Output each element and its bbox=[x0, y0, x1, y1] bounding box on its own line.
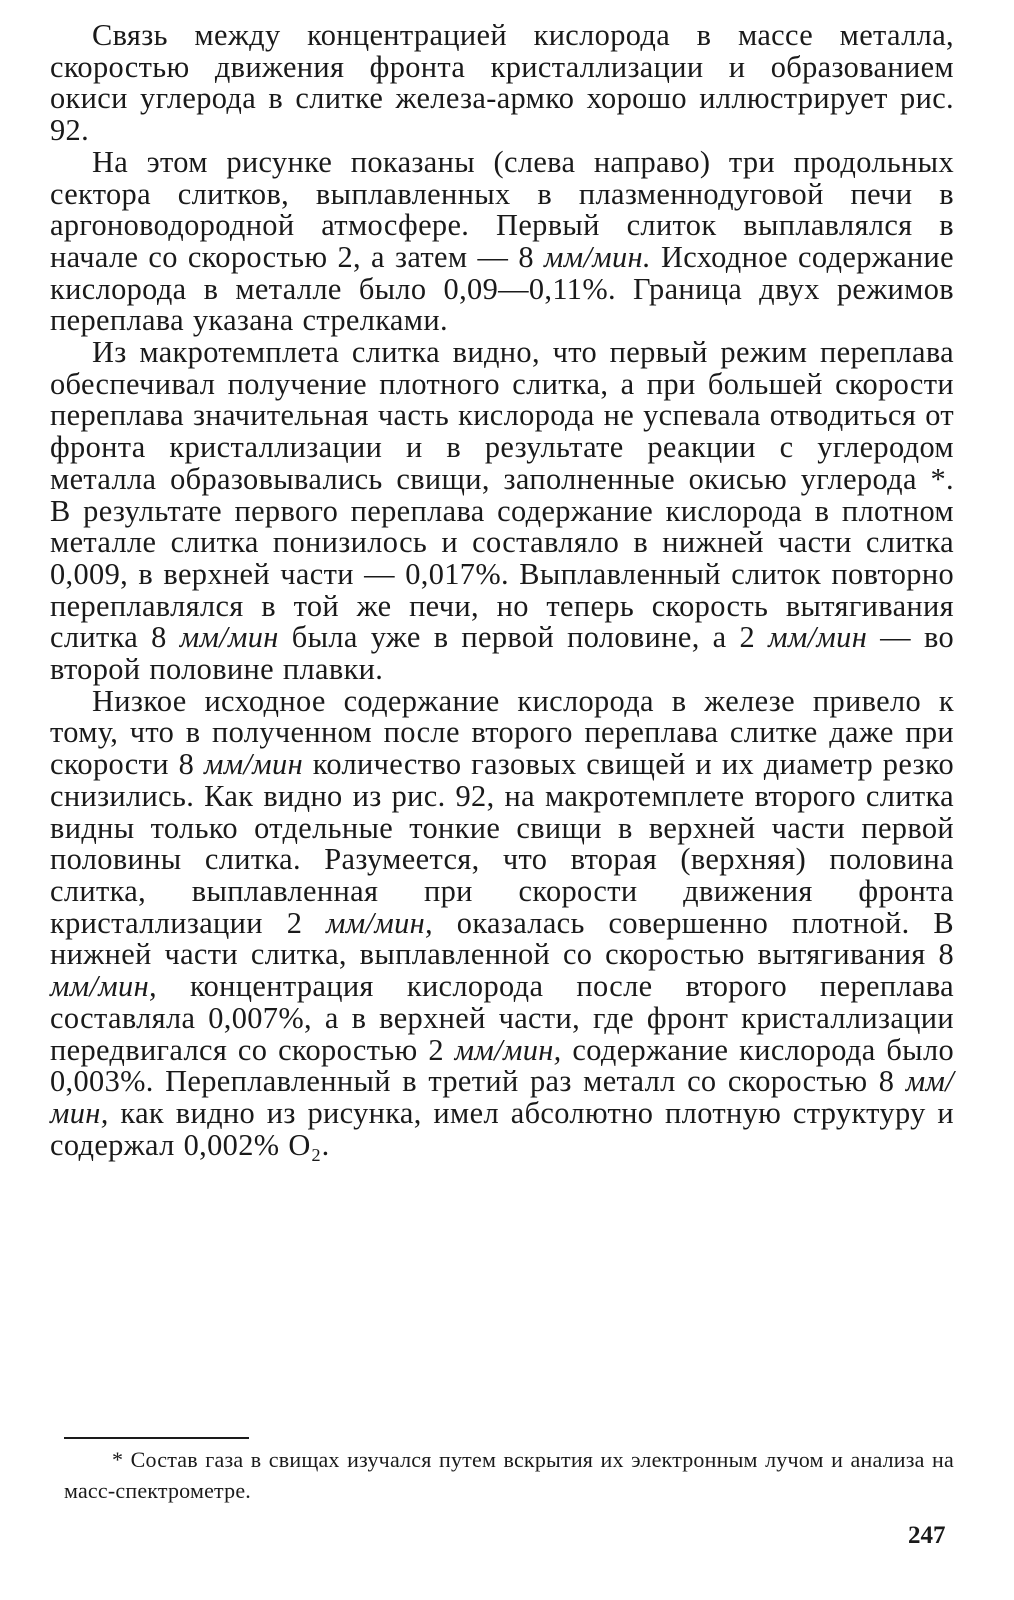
paragraph-1 bbox=[50, 20, 954, 147]
body-text bbox=[50, 20, 954, 1161]
paragraph-3 bbox=[50, 337, 954, 686]
paragraph-3-text: — во второй половине плавки. bbox=[50, 620, 954, 687]
paragraph-4-text: как видно из рисунка, имел абсолютно плотную структуру и содержал 0,002% O₂. bbox=[50, 1095, 954, 1162]
paragraph-4-unit: мм/мин, bbox=[326, 905, 433, 940]
paragraph-3-text: была уже в первой половине, а 2 bbox=[278, 620, 769, 655]
footnote: * Состав газа в свищах изучался путем вскрытия их электронным лучом и анализа на масс-спектрометре. bbox=[64, 1447, 954, 1503]
paragraph-2-unit: мм/мин. bbox=[543, 239, 651, 274]
paragraph-4-text: Низкое исходное содержание кислорода в железе привело к тому, что в полученном после второго переплава слитке даже при скорости 8 bbox=[50, 683, 954, 782]
paragraph-4-text: содержание кислорода было 0,003%. Переплавленный в третий раз металл со скоростью 8 bbox=[50, 1032, 954, 1099]
paragraph-3-text: Из макротемплета слитка видно, что первый режим переплава обеспечивал получение плотного слитка, а при большей скорости переплава значительная часть кислорода не успевала отводиться от фронта кристаллизации и в результате реакции с углеродом металла образовывались свищи, заполненные окисью углерода *. В результате первого переплава содержание кислорода в плотном металле слитка понизилось и составляло в нижней части слитка 0,009, в верхней части — 0,017%. Выплавленный слиток повторно переплавлялся в той же печи, но теперь скорость вытягивания слитка 8 bbox=[50, 335, 954, 655]
paragraph-4 bbox=[50, 683, 955, 1162]
paragraph-2-text: На этом рисунке показаны (слева направо) три продольных сектора слитков, выплавленных в плазменнодуговой печи в аргоноводородной атмосфере. Первый слиток выплавлялся в начале со скоростью 2, а затем — 8 bbox=[50, 144, 954, 274]
paragraph-4-text: количество газовых свищей и их диаметр резко снизились. Как видно из рис. 92, на макротемплете второго слитка видны только отдельные тонкие свищи в верхней части первой половины слитка. Разумеется, что вторая (верхняя) половина слитка, выплавленная при скорости движения фронта кристаллизации 2 bbox=[50, 747, 955, 940]
paragraph-2-text: Исходное содержание кислорода в металле было 0,09—0,11%. Граница двух режимов переплава указана стрелками. bbox=[50, 239, 954, 338]
paragraph-4-unit: мм/мин, bbox=[50, 969, 157, 1004]
paragraph-1-text: Связь между концентрацией кислорода в массе металла, скоростью движения фронта кристаллизации и образованием окиси углерода в слитке железа-армко хорошо иллюстрирует рис. 92. bbox=[50, 18, 954, 148]
page-number: 247 bbox=[908, 1522, 946, 1549]
paragraph-4-unit: мм/мин, bbox=[50, 1064, 954, 1130]
paragraph-3-unit: мм/мин bbox=[768, 620, 868, 655]
footnote-divider bbox=[64, 1437, 249, 1439]
paragraph-4-text: оказалась совершенно плотной. В нижней части слитка, выплавленной со скоростью вытягивания 8 bbox=[50, 905, 954, 972]
paragraph-4-unit: мм/мин, bbox=[454, 1032, 562, 1067]
paragraph-3-unit: мм/мин bbox=[179, 620, 279, 655]
paragraph-4-unit: мм/мин bbox=[204, 747, 303, 782]
paragraph-4-text: концентрация кислорода после второго переплава составляла 0,007%, а в верхней части, где фронт кристаллизации передвигался со скоростью 2 bbox=[50, 969, 954, 1067]
paragraph-2 bbox=[50, 144, 954, 338]
